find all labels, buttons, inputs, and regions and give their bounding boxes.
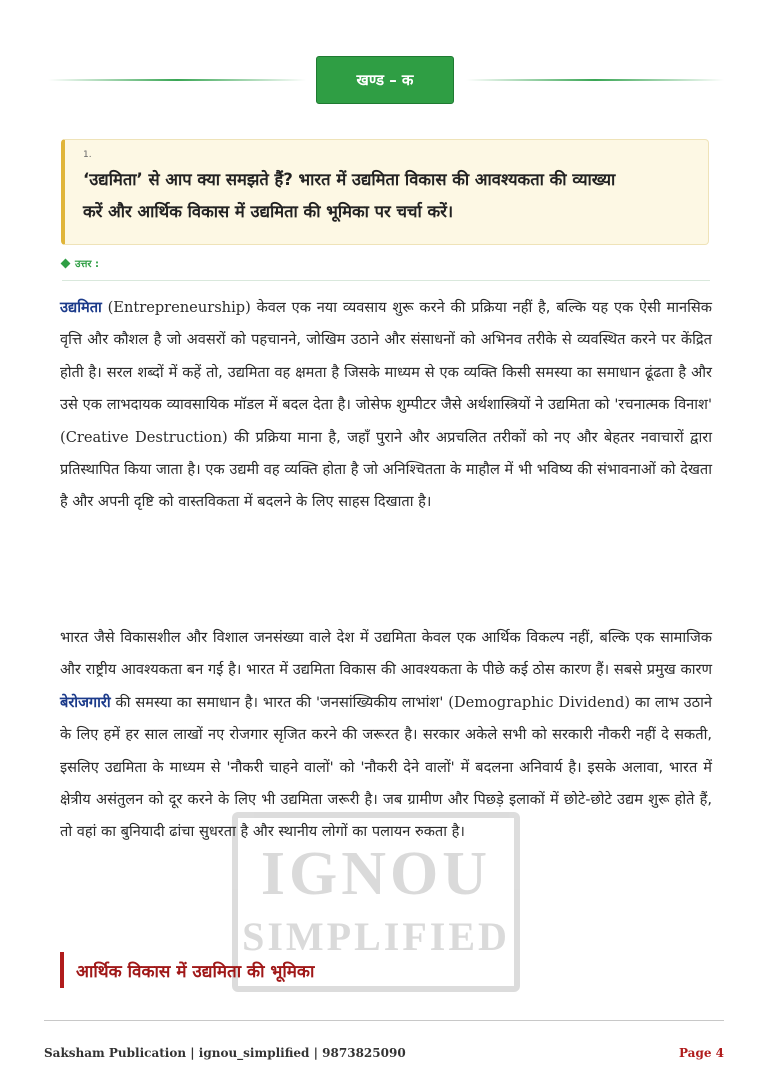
paragraph-1: [60, 292, 712, 519]
paragraph-1-text-a: केवल एक नया व्यवसाय शुरू करने की प्रक्रिया नहीं है, बल्कि यह एक ऐसी मानसिक वृत्ति और कौशल है जो अवसरों को पहचानने, जोखिम उठाने और संसाधनों को अभिनव तरीके से व्यवस्थित करने पर केंद्रित होती है। सरल शब्दों में कहें तो, उद्यमिता वह क्षमता है जिसके माध्यम से एक व्यक्ति किसी समस्या का समाधान ढूंढता है और उसे एक लाभदायक व्यावसायिक मॉडल में बदल देता है। जोसेफ शुम्पीटर जैसे अर्थशास्त्रियों ने उद्यमिता को 'रचनात्मक विनाश': [60, 299, 712, 414]
section-subheading: आर्थिक विकास में उद्यमिता की भूमिका: [60, 952, 314, 988]
answer-divider: [62, 280, 710, 281]
paragraph-2-text-c: का लाभ उठाने के लिए हमें हर साल लाखों नए रोजगार सृजित करने की जरूरत है। सरकार अकेले सभी को सरकारी नौकरी नहीं दे सकती, इसलिए उद्यमिता के माध्यम से 'नौकरी चाहने वालों' को 'नौकरी देने वालों' में बदलना अनिवार्य है। इसके अलावा, भारत में क्षेत्रीय असंतुलन को दूर करने के लिए भी उद्यमिता जरूरी है। जब ग्रामीण और पिछड़े इलाकों में छोटे-छोटे उद्यम शुरू होते हैं, तो वहां का बुनियादी ढांचा सुधरता है और स्थानीय लोगों का पलायन रुकता है।: [60, 693, 713, 841]
highlight-term-udyamita: उद्यमिता: [60, 299, 102, 316]
question-text: [83, 164, 690, 228]
paragraph-1-text-b: की प्रक्रिया माना है, जहाँ पुराने और अप्रचलित तरीकों को नए और बेहतर नवाचारों द्वारा प्रतिस्थापित किया जाता है। एक उद्यमी वह व्यक्ति होता है जो अनिश्चितता के माहौल में भी भविष्य की संभावनाओं को देखता है और अपनी दृष्टि को वास्तविकता में बदलने के लिए साहस दिखाता है।: [60, 428, 712, 511]
answer-label: उत्तर :: [75, 259, 99, 270]
question-box: [61, 139, 709, 245]
answer-label-row: [62, 256, 99, 270]
watermark-line1: IGNOU: [260, 840, 492, 908]
page-number: Page 4: [678, 1046, 724, 1060]
english-term-creative-destruction: (Creative Destruction): [60, 428, 228, 446]
section-badge: खण्ड – क: [316, 56, 454, 104]
paragraph-2: [60, 622, 712, 849]
diamond-bullet-icon: [61, 258, 71, 268]
paragraph-2-text-a: भारत जैसे विकासशील और विशाल जनसंख्या वाले देश में उद्यमिता केवल एक आर्थिक विकल्प नहीं, बल्कि एक सामाजिक और राष्ट्रीय आवश्यकता बन गई है। भारत में उद्यमिता विकास की आवश्यकता के पीछे कई ठोस कारण हैं। सबसे प्रमुख कारण: [60, 629, 712, 679]
footer-publisher: Saksham Publication | ignou_simplified | 9873825090: [44, 1046, 406, 1060]
english-term-entrepreneurship: (Entrepreneurship): [107, 299, 251, 316]
question-line-1: ‘उद्यमिता’ से आप क्या समझते हैं? भारत में उद्यमिता विकास की आवश्यकता की व्याख्या: [83, 170, 616, 189]
question-number: 1.: [83, 150, 92, 160]
watermark-line2: SIMPLIFIED: [242, 914, 510, 959]
paragraph-2-text-b: की समस्या का समाधान है। भारत की 'जनसांख्यिकीय लाभांश': [110, 693, 449, 711]
footer-divider: [44, 1020, 724, 1021]
question-line-2: करें और आर्थिक विकास में उद्यमिता की भूमिका पर चर्चा करें।: [83, 202, 454, 221]
english-term-demographic-dividend: (Demographic Dividend): [448, 693, 631, 711]
header-divider-left: [48, 79, 306, 81]
highlight-term-berojgari: बेरोजगारी: [60, 693, 111, 711]
header-divider-right: [466, 79, 724, 81]
